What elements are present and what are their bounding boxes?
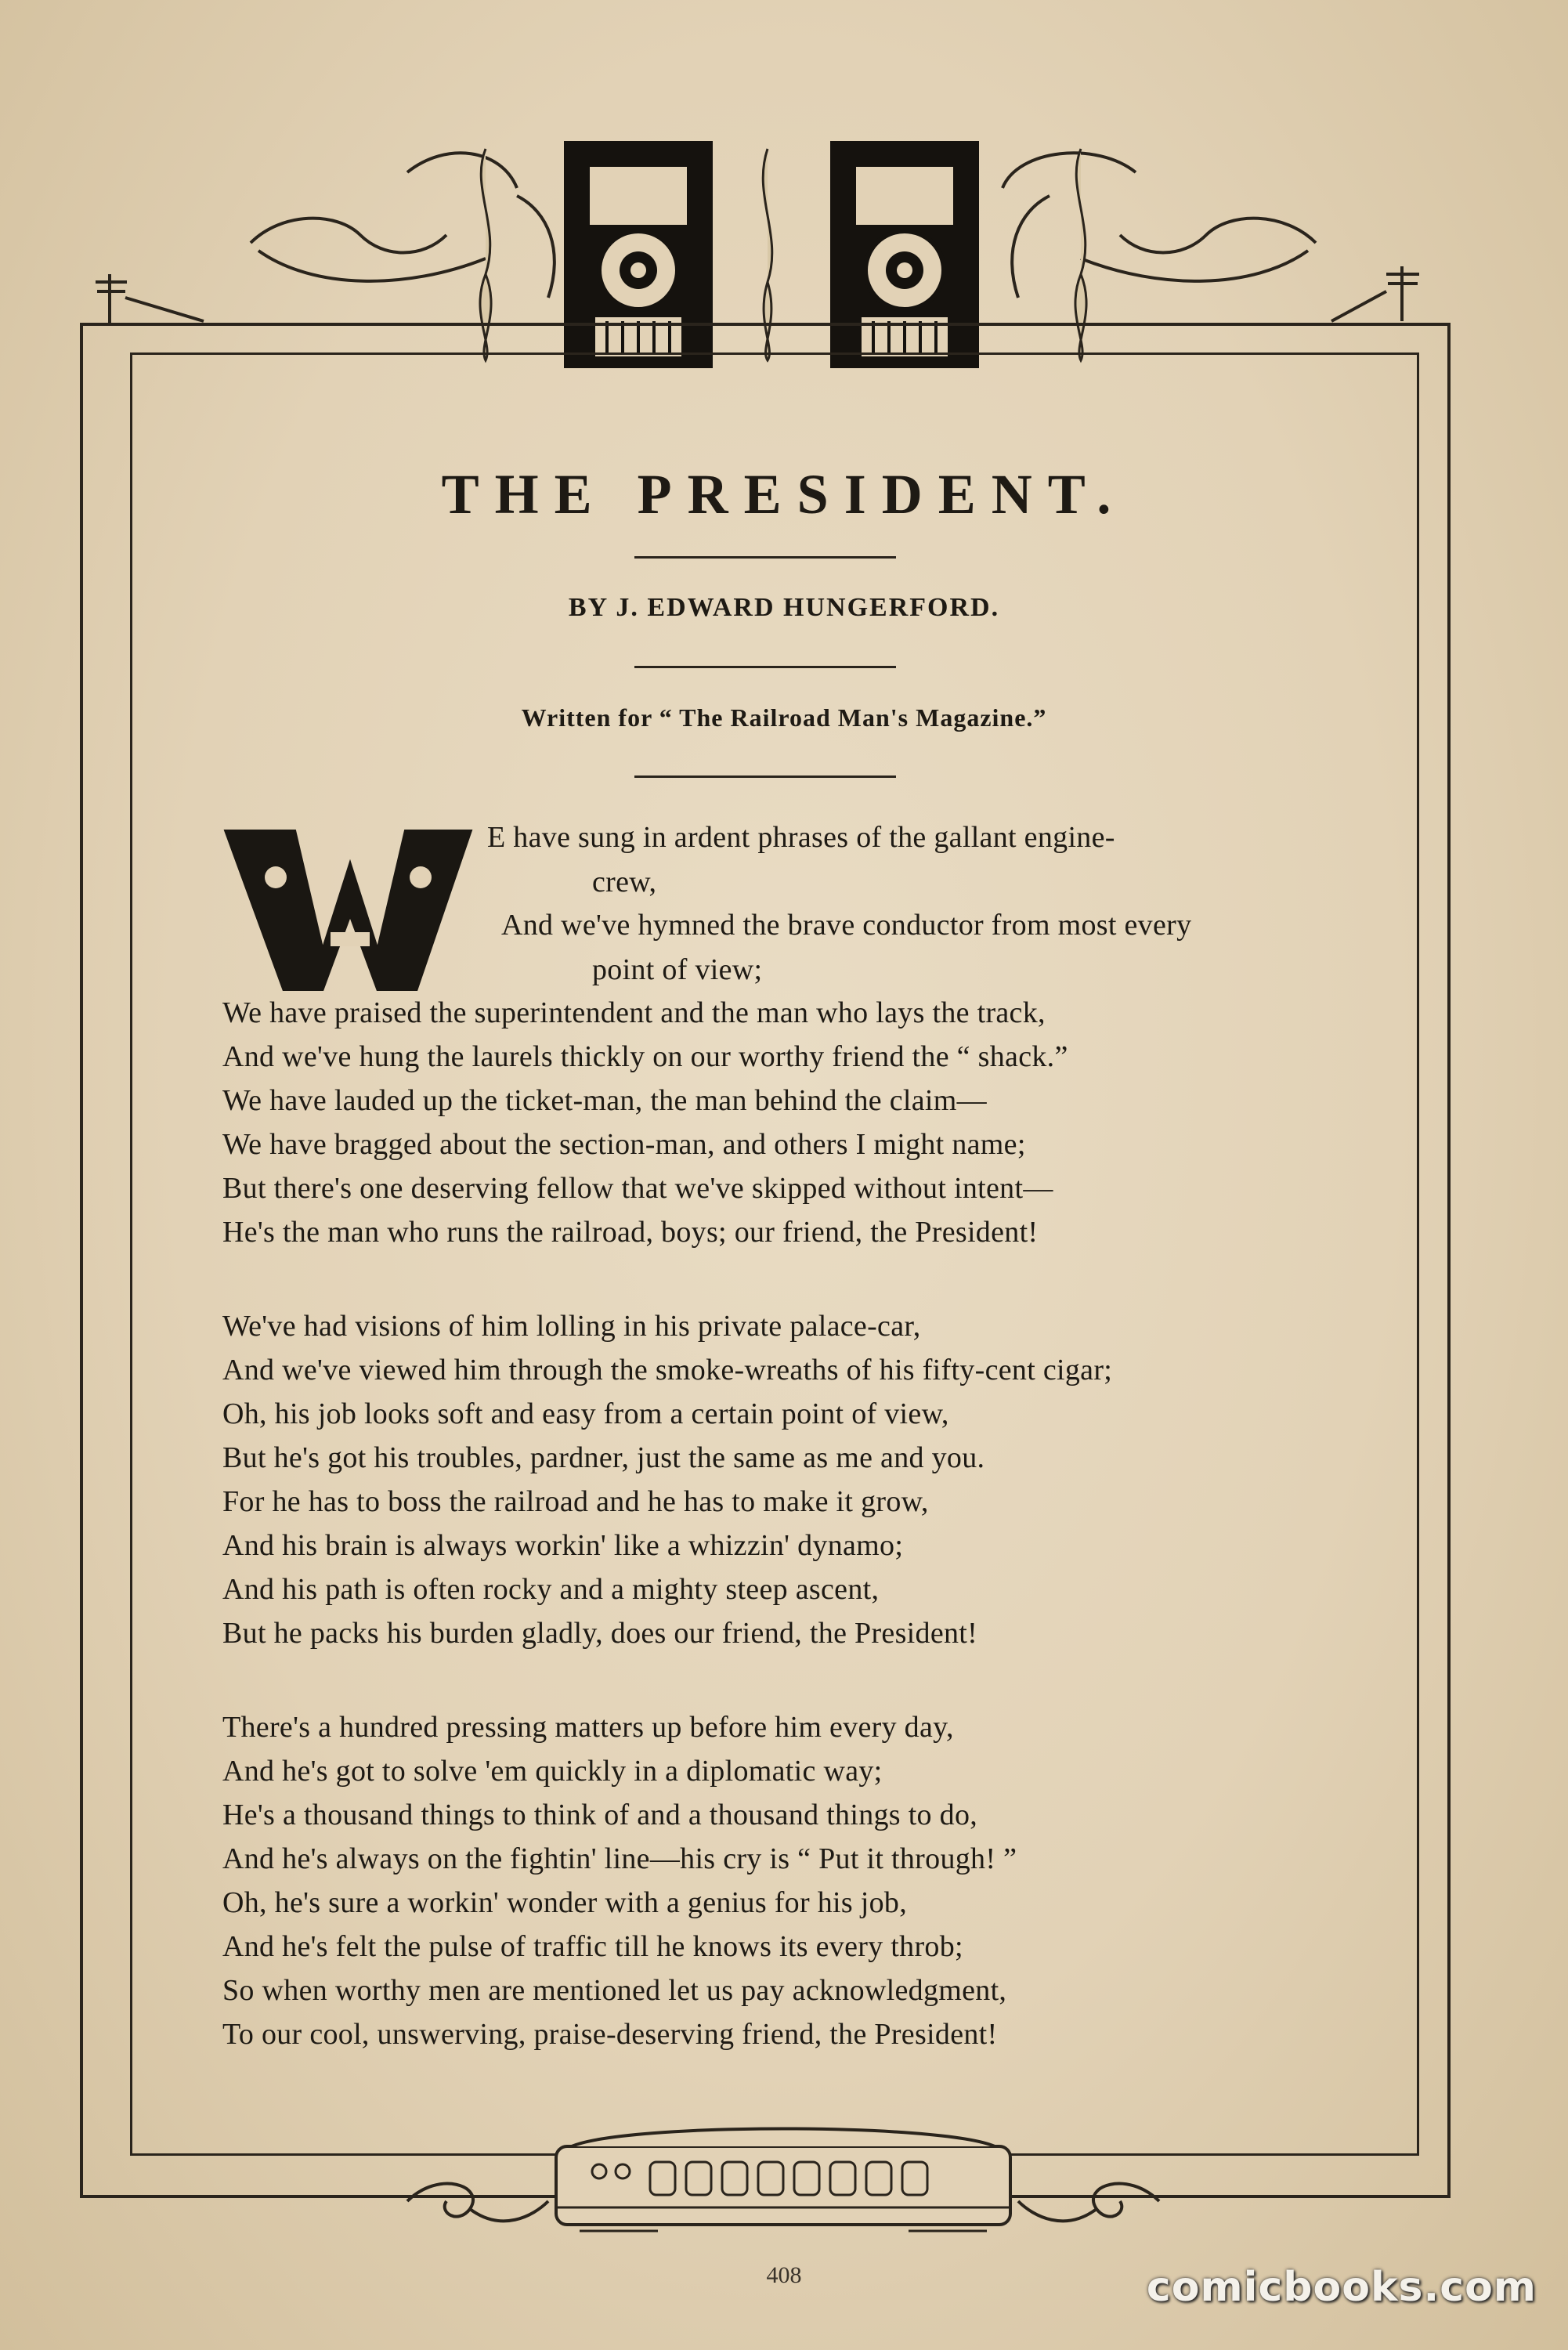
poem-line: point of view; — [592, 953, 763, 986]
poem-line: Oh, his job looks soft and easy from a certain point of view, — [222, 1397, 949, 1430]
poem-line: But he's got his troubles, pardner, just the same as me and you. — [222, 1441, 985, 1474]
poem-line: But he packs his burden gladly, does our friend, the President! — [222, 1617, 978, 1650]
poem-line: And he's always on the fightin' line—his cry is “ Put it through! ” — [222, 1842, 1017, 1875]
poem-line: Oh, he's sure a workin' wonder with a genius for his job, — [222, 1886, 908, 1919]
poem-line: For he has to boss the railroad and he has to make it grow, — [222, 1485, 929, 1518]
poem-line: And we've hymned the brave conductor from most every — [501, 909, 1192, 942]
poem-line: And his path is often rocky and a mighty steep ascent, — [222, 1573, 880, 1606]
poem-line: And he's got to solve 'em quickly in a diplomatic way; — [222, 1755, 883, 1788]
poem-line: And his brain is always workin' like a whizzin' dynamo; — [222, 1529, 904, 1562]
poem-line: To our cool, unswerving, praise-deserving friend, the President! — [222, 2018, 998, 2051]
note-divider — [634, 776, 896, 778]
title-divider — [634, 556, 896, 559]
poem-line: But there's one deserving fellow that we've skipped without intent— — [222, 1172, 1053, 1205]
poem-line: And he's felt the pulse of traffic till he knows its every throb; — [222, 1930, 963, 1963]
poem-title: THE PRESIDENT. — [441, 463, 1127, 526]
poem-line: And we've viewed him through the smoke-wreaths of his fifty-cent cigar; — [222, 1354, 1113, 1386]
site-watermark: comicbooks.com — [1146, 2264, 1537, 2311]
drop-cap-w — [221, 815, 479, 991]
poem-line: There's a hundred pressing matters up before him every day, — [222, 1711, 954, 1744]
poem-line: E have sung in ardent phrases of the gallant engine- — [487, 821, 1115, 854]
poem-line: He's a thousand things to think of and a thousand things to do, — [222, 1799, 978, 1831]
poem-line: crew, — [592, 866, 657, 898]
written-for-note: Written for “ The Railroad Man's Magazine.” — [521, 703, 1047, 732]
author-byline: BY J. EDWARD HUNGERFORD. — [568, 593, 1000, 622]
footer-streetcar-ornament — [392, 2115, 1175, 2264]
byline-divider — [634, 666, 896, 668]
poem-line: So when worthy men are mentioned let us pay acknowledgment, — [222, 1974, 1007, 2007]
poem-line: We've had visions of him lolling in his private palace-car, — [222, 1310, 921, 1343]
poem-line: We have bragged about the section-man, and others I might name; — [222, 1128, 1026, 1161]
poem-line: We have praised the superintendent and the man who lays the track, — [222, 996, 1046, 1029]
page-number: 408 — [766, 2262, 802, 2288]
poem-line: He's the man who runs the railroad, boys; our friend, the President! — [222, 1216, 1039, 1249]
poem-line: And we've hung the laurels thickly on our worthy friend the “ shack.” — [222, 1040, 1068, 1073]
poem-line: We have lauded up the ticket-man, the man behind the claim— — [222, 1084, 987, 1117]
